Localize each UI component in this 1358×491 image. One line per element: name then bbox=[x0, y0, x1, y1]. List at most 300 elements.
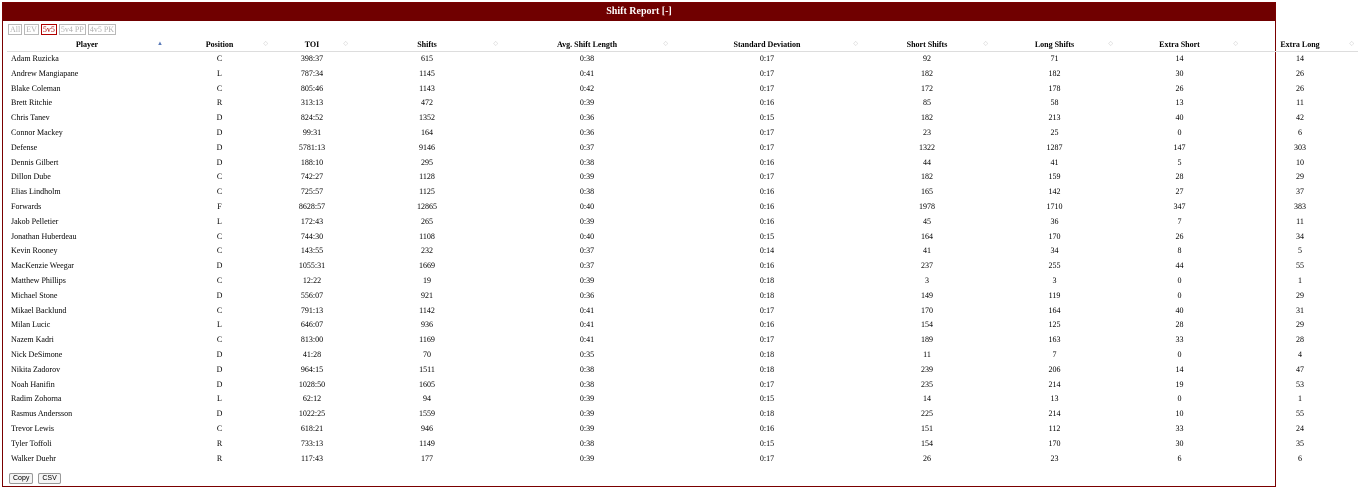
player-name-cell: Trevor Lewis bbox=[11, 423, 55, 433]
shift-table bbox=[7, 38, 1358, 466]
table-cell: 0:16 bbox=[759, 261, 775, 271]
table-cell: 255 bbox=[1048, 261, 1061, 271]
table-cell: 0:36 bbox=[579, 290, 595, 300]
table-cell: 14 bbox=[923, 394, 931, 404]
table-row bbox=[7, 170, 1358, 185]
table-cell: 85 bbox=[923, 98, 931, 108]
column-label: Extra Long bbox=[1280, 40, 1320, 49]
table-row bbox=[7, 52, 1358, 67]
table-cell: C bbox=[216, 187, 223, 197]
table-cell: 30 bbox=[1175, 438, 1184, 448]
table-cell: 14 bbox=[1175, 54, 1184, 63]
table-cell: 0:40 bbox=[579, 231, 595, 241]
table-cell: 36 bbox=[1050, 216, 1059, 226]
table-cell: 295 bbox=[421, 157, 433, 167]
table-cell: 0:17 bbox=[759, 54, 775, 63]
table-cell: 92 bbox=[923, 54, 931, 63]
table-row bbox=[7, 274, 1358, 289]
table-cell: 14 bbox=[1296, 54, 1304, 63]
table-cell: 0:39 bbox=[579, 172, 595, 182]
table-cell: 170 bbox=[1048, 438, 1061, 448]
table-cell: 0:17 bbox=[759, 305, 775, 315]
table-cell: 31 bbox=[1296, 305, 1304, 315]
table-cell: 235 bbox=[921, 379, 933, 389]
table-cell: 0:17 bbox=[759, 127, 775, 137]
table-row bbox=[7, 244, 1358, 259]
table-cell: 14 bbox=[1175, 364, 1184, 374]
player-name-cell: Defense bbox=[11, 142, 38, 152]
player-name-cell: Jonathan Huberdeau bbox=[11, 231, 77, 241]
table-cell: 398:37 bbox=[300, 54, 324, 63]
table-cell: 11 bbox=[923, 349, 931, 359]
table-cell: 646:07 bbox=[300, 320, 324, 330]
table-cell: 0:17 bbox=[759, 379, 775, 389]
player-name-cell: Forwards bbox=[11, 201, 42, 211]
table-cell: 313:13 bbox=[300, 98, 324, 108]
table-cell: 70 bbox=[423, 349, 431, 359]
table-cell: 214 bbox=[1048, 379, 1061, 389]
table-cell: 232 bbox=[421, 246, 433, 256]
column-header-extra-short[interactable] bbox=[1117, 38, 1242, 52]
filter-5v5[interactable]: 5v5 bbox=[42, 25, 55, 34]
shift-report-panel bbox=[2, 2, 1354, 487]
column-header-short-shifts[interactable] bbox=[862, 38, 992, 52]
table-cell: 143:55 bbox=[300, 246, 324, 256]
table-cell: 0:35 bbox=[579, 349, 595, 359]
table-cell: 13 bbox=[1050, 394, 1059, 404]
table-cell: 239 bbox=[921, 364, 933, 374]
table-cell: L bbox=[217, 394, 222, 404]
situation-filters bbox=[3, 21, 1275, 38]
table-cell: 0:17 bbox=[759, 172, 775, 182]
table-cell: D bbox=[216, 379, 223, 389]
table-cell: 10 bbox=[1296, 157, 1304, 167]
player-name-cell: Kevin Rooney bbox=[11, 246, 58, 256]
table-cell: 791:13 bbox=[300, 305, 324, 315]
table-cell: 9146 bbox=[419, 142, 435, 152]
table-cell: 178 bbox=[1048, 83, 1061, 93]
table-cell: 0:39 bbox=[579, 394, 595, 404]
table-cell: 8628:57 bbox=[298, 201, 326, 211]
table-cell: 964:15 bbox=[300, 364, 324, 374]
player-name-cell: Andrew Mangiapane bbox=[11, 68, 79, 78]
table-cell: 62:12 bbox=[302, 394, 322, 404]
table-cell: 1142 bbox=[419, 305, 435, 315]
player-name-cell: Rasmus Andersson bbox=[11, 409, 73, 419]
column-label: Player bbox=[75, 40, 99, 49]
player-name-cell: Michael Stone bbox=[11, 290, 58, 300]
table-cell: 0:16 bbox=[759, 216, 775, 226]
column-header-toi[interactable] bbox=[272, 38, 352, 52]
table-cell: 172 bbox=[921, 83, 933, 93]
table-cell: 615 bbox=[421, 54, 433, 63]
table-cell: 206 bbox=[1048, 364, 1061, 374]
table-cell: 26 bbox=[923, 453, 931, 463]
sort-icon[interactable]: ◇ bbox=[983, 41, 988, 47]
table-cell: 10 bbox=[1175, 409, 1184, 419]
table-cell: 1145 bbox=[419, 68, 435, 78]
table-cell: D bbox=[216, 113, 223, 123]
column-header-player[interactable] bbox=[7, 38, 167, 52]
table-cell: 99:31 bbox=[302, 127, 322, 137]
table-cell: D bbox=[216, 157, 223, 167]
sort-ascending-icon[interactable]: ▲ bbox=[157, 41, 163, 47]
table-cell: 164 bbox=[1048, 305, 1061, 315]
report-title[interactable]: Shift Report [-] bbox=[3, 3, 1275, 21]
table-cell: D bbox=[216, 127, 223, 137]
table-cell: 164 bbox=[421, 127, 433, 137]
table-cell: 7 bbox=[1052, 349, 1057, 359]
player-name-cell: Dennis Gilbert bbox=[11, 157, 59, 167]
column-label: Long Shifts bbox=[1034, 40, 1075, 49]
table-cell: 0:36 bbox=[579, 127, 595, 137]
column-label: Position bbox=[205, 40, 234, 49]
table-cell: 172:43 bbox=[300, 216, 324, 226]
table-cell: C bbox=[216, 305, 223, 315]
table-cell: 0:15 bbox=[759, 438, 775, 448]
table-row bbox=[7, 452, 1358, 467]
table-row bbox=[7, 67, 1358, 82]
table-cell: 347 bbox=[1173, 201, 1186, 211]
table-row bbox=[7, 185, 1358, 200]
table-cell: 26 bbox=[1296, 83, 1304, 93]
table-row bbox=[7, 156, 1358, 171]
table-cell: 165 bbox=[921, 187, 933, 197]
table-cell: 1710 bbox=[1046, 201, 1063, 211]
table-cell: 0:37 bbox=[579, 142, 595, 152]
table-cell: D bbox=[216, 349, 223, 359]
table-cell: 824:52 bbox=[300, 113, 324, 123]
player-name-cell: Jakob Pelletier bbox=[11, 216, 59, 226]
table-cell: 0:17 bbox=[759, 68, 775, 78]
table-cell: C bbox=[216, 54, 223, 63]
table-cell: 0:41 bbox=[579, 68, 595, 78]
column-label: Standard Deviation bbox=[733, 40, 801, 49]
table-cell: 1605 bbox=[419, 379, 435, 389]
player-name-cell: Radim Zohorna bbox=[11, 394, 62, 404]
table-cell: 28 bbox=[1175, 320, 1184, 330]
table-cell: 744:30 bbox=[300, 231, 324, 241]
table-cell: 0:37 bbox=[579, 261, 595, 271]
column-label: Shifts bbox=[417, 40, 437, 49]
table-cell: 28 bbox=[1175, 172, 1184, 182]
column-header-extra-long[interactable] bbox=[1242, 38, 1358, 52]
table-cell: 1108 bbox=[419, 231, 435, 241]
table-cell: 1128 bbox=[419, 172, 435, 182]
filter-5v4-pp[interactable]: 5v4 PP bbox=[60, 25, 84, 34]
table-cell: 182 bbox=[921, 68, 933, 78]
table-cell: 0:14 bbox=[759, 246, 775, 256]
table-cell: 1022:25 bbox=[298, 409, 326, 419]
table-cell: 213 bbox=[1048, 113, 1061, 123]
table-cell: 44 bbox=[1175, 261, 1184, 271]
player-name-cell: Tyler Toffoli bbox=[11, 438, 52, 448]
table-cell: 41 bbox=[1050, 157, 1059, 167]
table-cell: 921 bbox=[421, 290, 433, 300]
column-header-avg-shift-length[interactable] bbox=[502, 38, 672, 52]
table-cell: 0:16 bbox=[759, 98, 775, 108]
table-cell: 946 bbox=[421, 423, 433, 433]
table-cell: 733:13 bbox=[300, 438, 324, 448]
table-cell: 0:38 bbox=[579, 364, 595, 374]
table-cell: 5 bbox=[1298, 246, 1302, 256]
table-cell: 154 bbox=[921, 438, 933, 448]
player-name-cell: MacKenzie Weegar bbox=[11, 261, 74, 271]
table-cell: 45 bbox=[923, 216, 931, 226]
table-row bbox=[7, 96, 1358, 111]
table-cell: 0:39 bbox=[579, 409, 595, 419]
sort-icon[interactable]: ◇ bbox=[1108, 41, 1113, 47]
table-cell: 0:38 bbox=[579, 157, 595, 167]
table-row bbox=[7, 230, 1358, 245]
column-label: Avg. Shift Length bbox=[556, 40, 618, 49]
table-cell: 40 bbox=[1175, 113, 1184, 123]
table-cell: 0:17 bbox=[759, 335, 775, 345]
table-cell: 1287 bbox=[1046, 142, 1063, 152]
table-row bbox=[7, 407, 1358, 422]
table-cell: 0 bbox=[1177, 290, 1182, 300]
table-cell: 0 bbox=[1177, 349, 1182, 359]
table-cell: 1028:50 bbox=[298, 379, 326, 389]
table-cell: 5 bbox=[1177, 157, 1182, 167]
table-cell: 164 bbox=[921, 231, 933, 241]
table-cell: 0:41 bbox=[579, 335, 595, 345]
table-cell: 26 bbox=[1175, 83, 1184, 93]
table-cell: 26 bbox=[1296, 68, 1304, 78]
table-cell: 23 bbox=[923, 127, 931, 137]
table-cell: 29 bbox=[1296, 320, 1304, 330]
table-cell: 149 bbox=[921, 290, 933, 300]
table-cell: 55 bbox=[1296, 261, 1304, 271]
table-cell: 12865 bbox=[417, 201, 437, 211]
table-cell: 0:18 bbox=[759, 364, 775, 374]
table-cell: 265 bbox=[421, 216, 433, 226]
table-cell: 0:38 bbox=[579, 54, 595, 63]
table-cell: 618:21 bbox=[300, 423, 324, 433]
table-cell: 0:39 bbox=[579, 453, 595, 463]
player-name-cell: Nick DeSimone bbox=[11, 349, 63, 359]
player-name-cell: Dillon Dube bbox=[11, 172, 51, 182]
filter-all[interactable]: All bbox=[10, 25, 21, 34]
column-label: TOI bbox=[304, 40, 320, 49]
table-cell: 0 bbox=[1177, 127, 1182, 137]
sort-icon[interactable]: ◇ bbox=[663, 41, 668, 47]
column-header-position[interactable] bbox=[167, 38, 272, 52]
table-cell: 53 bbox=[1296, 379, 1304, 389]
table-row bbox=[7, 259, 1358, 274]
table-cell: 556:07 bbox=[300, 290, 324, 300]
table-cell: 0:41 bbox=[579, 320, 595, 330]
table-cell: D bbox=[216, 364, 223, 374]
table-cell: 813:00 bbox=[300, 335, 324, 345]
table-cell: 41 bbox=[923, 246, 931, 256]
table-cell: 0:38 bbox=[579, 438, 595, 448]
table-cell: C bbox=[216, 423, 223, 433]
table-cell: 23 bbox=[1050, 453, 1059, 463]
table-cell: 35 bbox=[1296, 438, 1304, 448]
table-cell: 159 bbox=[1048, 172, 1061, 182]
table-cell: R bbox=[216, 453, 223, 463]
table-row bbox=[7, 318, 1358, 333]
copy-button[interactable]: Copy bbox=[9, 473, 33, 484]
table-cell: 0:16 bbox=[759, 320, 775, 330]
table-cell: 6 bbox=[1298, 453, 1302, 463]
sort-icon[interactable]: ◇ bbox=[1233, 41, 1238, 47]
table-cell: 182 bbox=[1048, 68, 1061, 78]
table-cell: 94 bbox=[423, 394, 431, 404]
table-row bbox=[7, 437, 1358, 452]
player-name-cell: Connor Mackey bbox=[11, 127, 63, 137]
table-cell: D bbox=[216, 142, 223, 152]
table-cell: 41:28 bbox=[302, 349, 322, 359]
table-cell: 936 bbox=[421, 320, 433, 330]
table-cell: 0:15 bbox=[759, 231, 775, 241]
table-row bbox=[7, 82, 1358, 97]
table-cell: 1978 bbox=[919, 201, 935, 211]
table-cell: 44 bbox=[923, 157, 931, 167]
table-cell: 225 bbox=[921, 409, 933, 419]
csv-button[interactable]: CSV bbox=[38, 473, 60, 484]
table-cell: 30 bbox=[1175, 68, 1184, 78]
player-name-cell: Nazem Kadri bbox=[11, 335, 54, 345]
table-cell: 1352 bbox=[419, 113, 435, 123]
table-cell: 8 bbox=[1177, 246, 1182, 256]
table-cell: 237 bbox=[921, 261, 933, 271]
table-cell: 0:16 bbox=[759, 187, 775, 197]
table-cell: 24 bbox=[1296, 423, 1304, 433]
table-cell: C bbox=[216, 246, 223, 256]
table-cell: 1055:31 bbox=[298, 261, 326, 271]
table-cell: 12:22 bbox=[302, 275, 322, 285]
table-cell: 0:18 bbox=[759, 349, 775, 359]
sort-icon[interactable]: ◇ bbox=[263, 41, 268, 47]
table-cell: 19 bbox=[1175, 379, 1184, 389]
table-cell: 0:15 bbox=[759, 394, 775, 404]
table-cell: 0 bbox=[1177, 275, 1182, 285]
table-cell: 5781:13 bbox=[298, 142, 326, 152]
table-cell: 383 bbox=[1294, 201, 1306, 211]
table-cell: 13 bbox=[1175, 98, 1184, 108]
player-name-cell: Mikael Backlund bbox=[11, 305, 67, 315]
table-cell: 0:39 bbox=[579, 98, 595, 108]
table-row bbox=[7, 200, 1358, 215]
table-cell: 151 bbox=[921, 423, 933, 433]
table-cell: C bbox=[216, 83, 223, 93]
table-cell: 725:57 bbox=[300, 187, 324, 197]
table-cell: 0:15 bbox=[759, 113, 775, 123]
column-label: Extra Short bbox=[1159, 40, 1200, 49]
table-cell: 142 bbox=[1048, 187, 1061, 197]
table-cell: 147 bbox=[1173, 142, 1186, 152]
table-cell: C bbox=[216, 275, 223, 285]
table-cell: 29 bbox=[1296, 172, 1304, 182]
table-cell: 189 bbox=[921, 335, 933, 345]
table-cell: 1143 bbox=[419, 83, 435, 93]
sort-icon[interactable]: ◇ bbox=[343, 41, 348, 47]
table-cell: 1559 bbox=[419, 409, 435, 419]
table-cell: L bbox=[217, 68, 222, 78]
column-label: Short Shifts bbox=[906, 40, 948, 49]
table-cell: 170 bbox=[1048, 231, 1061, 241]
table-cell: R bbox=[216, 438, 223, 448]
table-cell: 0:17 bbox=[759, 142, 775, 152]
table-cell: 1511 bbox=[419, 364, 435, 374]
table-cell: 0:16 bbox=[759, 157, 775, 167]
table-body bbox=[7, 52, 1358, 467]
table-cell: 0:39 bbox=[579, 216, 595, 226]
table-cell: 6 bbox=[1177, 453, 1182, 463]
table-cell: 25 bbox=[1050, 127, 1059, 137]
table-cell: 11 bbox=[1296, 98, 1304, 108]
table-cell: 0:40 bbox=[579, 201, 595, 211]
table-cell: 177 bbox=[421, 453, 433, 463]
table-cell: D bbox=[216, 290, 223, 300]
table-row bbox=[7, 141, 1358, 156]
table-cell: 1669 bbox=[419, 261, 435, 271]
table-cell: 29 bbox=[1296, 290, 1304, 300]
table-cell: 0:16 bbox=[759, 201, 775, 211]
column-header-long-shifts[interactable] bbox=[992, 38, 1117, 52]
table-cell: 1169 bbox=[419, 335, 435, 345]
sort-icon[interactable]: ◇ bbox=[853, 41, 858, 47]
table-row bbox=[7, 363, 1358, 378]
table-cell: 1125 bbox=[419, 187, 435, 197]
table-cell: 40 bbox=[1175, 305, 1184, 315]
filter-4v5-pk[interactable]: 4v5 PK bbox=[89, 25, 115, 34]
table-cell: 472 bbox=[421, 98, 433, 108]
table-row bbox=[7, 392, 1358, 407]
table-cell: 28 bbox=[1296, 335, 1304, 345]
table-cell: 47 bbox=[1296, 364, 1304, 374]
player-name-cell: Noah Hanifin bbox=[11, 379, 55, 389]
table-cell: 119 bbox=[1048, 290, 1061, 300]
table-row bbox=[7, 348, 1358, 363]
column-header-shifts[interactable] bbox=[352, 38, 502, 52]
column-header-standard-deviation[interactable] bbox=[672, 38, 862, 52]
table-cell: 0:17 bbox=[759, 83, 775, 93]
table-cell: 0:38 bbox=[579, 187, 595, 197]
filter-ev[interactable]: EV bbox=[26, 25, 37, 34]
table-cell: 214 bbox=[1048, 409, 1061, 419]
table-cell: 1149 bbox=[419, 438, 435, 448]
table-cell: 117:43 bbox=[301, 453, 323, 463]
table-cell: 34 bbox=[1296, 231, 1304, 241]
player-name-cell: Elias Lindholm bbox=[11, 187, 61, 197]
table-row bbox=[7, 289, 1358, 304]
table-cell: D bbox=[216, 409, 223, 419]
table-cell: 0:38 bbox=[579, 379, 595, 389]
sort-icon[interactable]: ◇ bbox=[493, 41, 498, 47]
table-cell: C bbox=[216, 335, 223, 345]
player-name-cell: Nikita Zadorov bbox=[11, 364, 61, 374]
table-cell: 0:39 bbox=[579, 275, 595, 285]
table-cell: 11 bbox=[1296, 216, 1304, 226]
table-row bbox=[7, 378, 1358, 393]
table-cell: C bbox=[216, 172, 223, 182]
table-cell: 3 bbox=[1052, 275, 1057, 285]
player-name-cell: Adam Ruzicka bbox=[11, 54, 59, 63]
sort-icon[interactable]: ◇ bbox=[1349, 41, 1354, 47]
table-cell: R bbox=[216, 98, 223, 108]
table-cell: 0:18 bbox=[759, 409, 775, 419]
table-cell: 55 bbox=[1296, 409, 1304, 419]
table-cell: 34 bbox=[1050, 246, 1059, 256]
table-cell: 33 bbox=[1175, 423, 1184, 433]
export-buttons bbox=[9, 473, 64, 484]
table-cell: 19 bbox=[423, 275, 431, 285]
table-cell: 112 bbox=[1048, 423, 1061, 433]
table-cell: 170 bbox=[921, 305, 933, 315]
